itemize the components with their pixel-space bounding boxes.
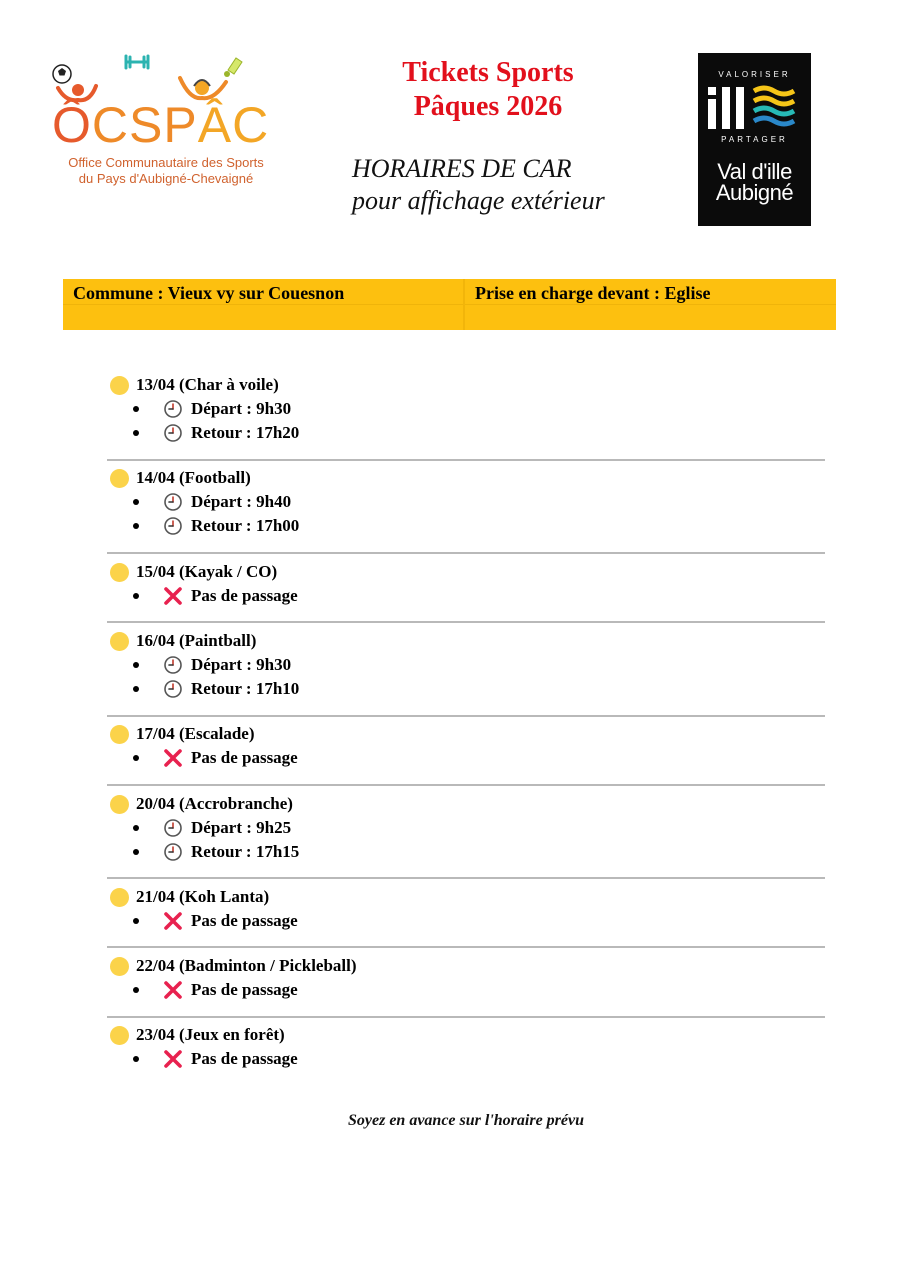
day-separator bbox=[107, 621, 825, 623]
yellow-dot-icon bbox=[110, 376, 129, 395]
yellow-dot-icon bbox=[110, 725, 129, 744]
item-text: Départ : 9h25 bbox=[191, 818, 292, 837]
day-separator bbox=[107, 946, 825, 948]
day-title: 20/04 (Accrobranche) bbox=[136, 794, 293, 813]
title-line-2: Pâques 2026 bbox=[413, 91, 563, 122]
day-title: 17/04 (Escalade) bbox=[136, 724, 255, 743]
logo-mid-text: PARTAGER bbox=[721, 135, 788, 144]
day-title: 22/04 (Badminton / Pickleball) bbox=[136, 956, 357, 975]
item-text: Retour : 17h20 bbox=[191, 423, 300, 442]
wordmark-part-2: CSP bbox=[91, 97, 198, 153]
yellow-dot-icon bbox=[110, 469, 129, 488]
item-text: Pas de passage bbox=[191, 748, 298, 767]
cross-icon bbox=[163, 748, 183, 768]
day-title: 21/04 (Koh Lanta) bbox=[136, 887, 270, 906]
clock-icon bbox=[163, 679, 183, 699]
day-separator bbox=[107, 784, 825, 786]
ocspac-logo bbox=[44, 52, 284, 192]
cross-icon bbox=[163, 1049, 183, 1069]
day-title: 23/04 (Jeux en forêt) bbox=[136, 1025, 285, 1044]
clock-icon bbox=[163, 492, 183, 512]
day-title: 15/04 (Kayak / CO) bbox=[136, 562, 278, 581]
bullet-icon bbox=[133, 987, 139, 993]
bullet-icon bbox=[133, 593, 139, 599]
logo-top-text: VALORISER bbox=[718, 70, 791, 79]
item-text: Pas de passage bbox=[191, 1049, 298, 1068]
bullet-icon bbox=[133, 430, 139, 436]
commune-label: Commune : Vieux vy sur Couesnon bbox=[73, 283, 345, 303]
yellow-dot-icon bbox=[110, 957, 129, 976]
bullet-icon bbox=[133, 1056, 139, 1062]
ocspac-wordmark bbox=[52, 97, 270, 153]
day-separator bbox=[107, 552, 825, 554]
bullet-icon bbox=[133, 406, 139, 412]
item-text: Départ : 9h40 bbox=[191, 492, 292, 511]
bullet-icon bbox=[133, 755, 139, 761]
yellow-dot-icon bbox=[110, 563, 129, 582]
yellow-dot-icon bbox=[110, 632, 129, 651]
clock-icon bbox=[163, 423, 183, 443]
page-title bbox=[340, 56, 636, 124]
commune-info-band bbox=[63, 279, 836, 330]
cross-icon bbox=[163, 911, 183, 931]
band-column-divider bbox=[463, 279, 465, 330]
day-separator bbox=[107, 459, 825, 461]
item-text: Pas de passage bbox=[191, 911, 298, 930]
band-divider bbox=[63, 304, 836, 305]
logo-name-line-1: Val d'ille bbox=[717, 159, 792, 184]
wordmark-part-3: ÂC bbox=[197, 97, 270, 153]
item-text: Départ : 9h30 bbox=[191, 399, 292, 418]
item-text: Retour : 17h00 bbox=[191, 516, 300, 535]
bullet-icon bbox=[133, 523, 139, 529]
day-title: 13/04 (Char à voile) bbox=[136, 375, 279, 394]
yellow-dot-icon bbox=[110, 1026, 129, 1045]
clock-icon bbox=[163, 399, 183, 419]
val-dille-logo bbox=[698, 53, 811, 226]
yellow-dot-icon bbox=[110, 888, 129, 907]
ocspac-subtitle bbox=[46, 155, 286, 187]
pickup-location-label: Prise en charge devant : Eglise bbox=[475, 283, 711, 303]
day-title: 14/04 (Football) bbox=[136, 468, 251, 487]
clock-icon bbox=[163, 655, 183, 675]
clock-icon bbox=[163, 842, 183, 862]
page-subtitle bbox=[352, 153, 605, 217]
item-text: Retour : 17h10 bbox=[191, 679, 300, 698]
bullet-icon bbox=[133, 825, 139, 831]
cross-icon bbox=[163, 980, 183, 1000]
item-text: Pas de passage bbox=[191, 586, 298, 605]
bullet-icon bbox=[133, 686, 139, 692]
ocspac-subtitle-line-2: du Pays d'Aubigné-Chevaigné bbox=[78, 171, 254, 186]
item-text: Pas de passage bbox=[191, 980, 298, 999]
wordmark-part-1: Ô bbox=[52, 97, 92, 153]
item-text: Départ : 9h30 bbox=[191, 655, 292, 674]
day-separator bbox=[107, 715, 825, 717]
ille-wave-icon bbox=[706, 83, 804, 133]
bullet-icon bbox=[133, 662, 139, 668]
clock-icon bbox=[163, 818, 183, 838]
subtitle-line-2: pour affichage extérieur bbox=[352, 186, 605, 215]
subtitle-line-1: HORAIRES DE CAR bbox=[352, 154, 572, 183]
yellow-dot-icon bbox=[110, 795, 129, 814]
logo-name bbox=[698, 161, 811, 203]
day-title: 16/04 (Paintball) bbox=[136, 631, 257, 650]
logo-name-line-2: Aubigné bbox=[715, 180, 794, 205]
clock-icon bbox=[163, 516, 183, 536]
cross-icon bbox=[163, 586, 183, 606]
bullet-icon bbox=[133, 918, 139, 924]
day-separator bbox=[107, 1016, 825, 1018]
footer-note: Soyez en avance sur l'horaire prévu bbox=[348, 1112, 584, 1129]
day-separator bbox=[107, 877, 825, 879]
bullet-icon bbox=[133, 849, 139, 855]
bullet-icon bbox=[133, 499, 139, 505]
ocspac-subtitle-line-1: Office Communautaire des Sports bbox=[68, 155, 264, 170]
title-line-1: Tickets Sports bbox=[402, 57, 574, 88]
item-text: Retour : 17h15 bbox=[191, 842, 300, 861]
